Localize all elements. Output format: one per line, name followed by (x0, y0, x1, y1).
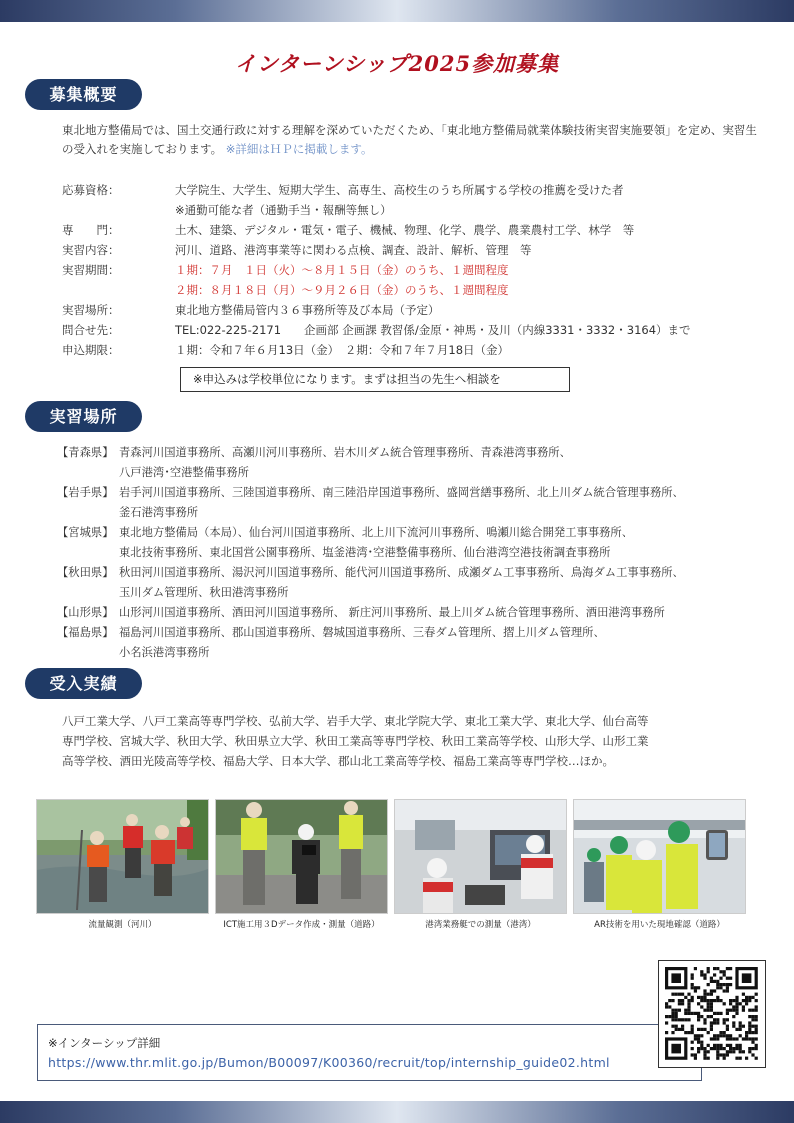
place-line: 岩手河川国道事務所、三陸国道事務所、南三陸沿岸国道事務所、盛岡営繕事務所、北上川ダム統合管理事務所、 (119, 486, 684, 499)
place-row-yamagata (57, 603, 792, 623)
place-line: 福島河川国道事務所、郡山国道事務所、磐城国道事務所、三春ダム管理所、摺上川ダム管理所、 (119, 626, 605, 639)
application-notice: ※申込みは学校単位になります。まずは担当の先生へ相談を (180, 367, 570, 392)
place-line: 釜石港湾事務所 (119, 506, 199, 519)
places-list (57, 443, 792, 663)
info-value (175, 260, 782, 300)
period-term-2: ２期：８月１８日（月）～９月２６日（金）のうち、１週間程度 (175, 283, 509, 297)
place-offices (119, 603, 792, 623)
info-value: 東北地方整備局管内３６事務所等及び本局（予定） (175, 303, 440, 317)
records-line: 専門学校、宮城大学、秋田大学、秋田県立大学、秋田工業高等専門学校、秋田工業高等学校、山形大学、山形工業 (62, 734, 649, 748)
photo-caption: 流量観測（河川） (88, 920, 157, 930)
detail-title: ※インターシップ詳細 (48, 1036, 161, 1050)
top-decor-bar (0, 0, 794, 22)
place-prefecture: 【福島県】 (57, 626, 114, 639)
info-label: 専 門： (62, 223, 120, 237)
detail-url-link[interactable]: https://www.thr.mlit.go.jp/Bumon/B00097/K00360/recruit/top/internship_guide02.html (48, 1055, 610, 1070)
place-offices (119, 443, 792, 483)
info-row-qualification (62, 180, 782, 220)
photo-ict-survey (215, 799, 388, 914)
intro-note: ※詳細はＨＰに掲載します。 (225, 142, 373, 156)
info-label: 実習場所： (62, 303, 120, 317)
place-line: 山形河川国道事務所、酒田河川国道事務所、 新庄河川事務所、最上川ダム統合管理事務所、酒田港湾事務所 (119, 606, 665, 619)
place-prefecture: 【青森県】 (57, 446, 114, 459)
info-value: １期：令和７年６月13日（金） ２期：令和７年７月18日（金） (175, 343, 510, 357)
page-title: インターンシップ2025参加募集 (234, 51, 560, 76)
place-prefecture: 【宮城県】 (57, 526, 114, 539)
place-line: 東北地方整備局（本局）、仙台河川国道事務所、北上川下流河川事務所、鳴瀬川総合開発工事事務所、 (119, 526, 634, 539)
info-value: 土木、建築、デジタル・電気・電子、機械、物理、化学、農学、農業農村工学、林学 等 (175, 223, 635, 237)
info-label: 申込期限： (62, 343, 120, 357)
place-line: 秋田河川国道事務所、湯沢河川国道事務所、能代河川国道事務所、成瀬ダム工事事務所、鳥海ダム工事事務所、 (119, 566, 684, 579)
info-label: 実習内容： (62, 243, 120, 257)
info-row-location (62, 300, 782, 320)
place-offices (119, 523, 792, 563)
photo-caption: 港湾業務艇での測量（港湾） (425, 920, 536, 930)
info-label: 問合せ先： (62, 323, 120, 337)
info-table (62, 180, 782, 360)
place-prefecture: 【岩手県】 (57, 486, 114, 499)
place-row-aomori (57, 443, 792, 483)
section-places-heading: 実習場所 (25, 401, 142, 432)
info-row-contact (62, 320, 782, 340)
info-line: ※通勤可能な者（通勤手当・報酬等無し） (175, 203, 392, 217)
records-line: 八戸工業大学、八戸工業高等専門学校、弘前大学、岩手大学、東北学院大学、東北工業大学、東北大学、仙台高等 (62, 714, 649, 728)
qr-code (658, 960, 766, 1068)
intro-paragraph (62, 121, 762, 159)
info-value (175, 180, 782, 220)
period-term-1: １期：７月 １日（火）～８月１５日（金）のうち、１週間程度 (175, 263, 509, 277)
place-row-akita (57, 563, 792, 603)
info-label: 応募資格： (62, 183, 120, 197)
photo-caption: AR技術を用いた現地確認（道路） (594, 920, 725, 930)
info-row-period (62, 260, 782, 300)
place-offices (119, 563, 792, 603)
photo-caption: ICT施工用３Dデータ作成・測量（道路） (223, 920, 380, 930)
photo-ar-site-check (573, 799, 746, 914)
intro-text: 東北地方整備局では、国土交通行政に対する理解を深めていただくため、「東北地方整備局就業体験技術実習実施要領」を定め、実習生の受入れを実施しております。 (62, 123, 757, 156)
place-line: 玉川ダム管理所、秋田港湾事務所 (119, 586, 289, 599)
place-row-iwate (57, 483, 792, 523)
bottom-decor-bar (0, 1101, 794, 1123)
section-records-heading: 受入実績 (25, 668, 142, 699)
info-label: 実習期間： (62, 263, 120, 277)
place-prefecture: 【秋田県】 (57, 566, 114, 579)
records-line: 高等学校、酒田光陵高等学校、福島大学、日本大学、郡山北工業高等学校、福島工業高等専門学校…ほか。 (62, 754, 614, 768)
place-offices (119, 483, 792, 523)
detail-link-box (37, 1024, 702, 1081)
place-line: 小名浜港湾事務所 (119, 646, 210, 659)
place-row-miyagi (57, 523, 792, 563)
place-line: 東北技術事務所、東北国営公園事務所、塩釜港湾･空港整備事務所、仙台港湾空港技術調査事務所 (119, 546, 611, 559)
records-list (62, 711, 762, 771)
info-row-deadline (62, 340, 782, 360)
info-value: 河川、道路、港湾事業等に関わる点検、調査、設計、解析、管理 等 (175, 243, 532, 257)
info-row-field (62, 220, 782, 240)
place-prefecture: 【山形県】 (57, 606, 114, 619)
section-overview-heading: 募集概要 (25, 79, 142, 110)
info-value: TEL:022-225-2171 企画部 企画課 教習係/金原・神馬・及川（内線3331・3332・3164）まで (175, 323, 691, 337)
photo-harbor-survey (394, 799, 567, 914)
photo-river-observation (36, 799, 209, 914)
place-line: 青森河川国道事務所、高瀬川河川事務所、岩木川ダム統合管理事務所、青森港湾事務所、 (119, 446, 571, 459)
place-offices (119, 623, 792, 663)
place-line: 八戸港湾･空港整備事務所 (119, 466, 249, 479)
place-row-fukushima (57, 623, 792, 663)
info-row-content (62, 240, 782, 260)
info-line: 大学院生、大学生、短期大学生、高専生、高校生のうち所属する学校の推薦を受けた者 (175, 183, 624, 197)
